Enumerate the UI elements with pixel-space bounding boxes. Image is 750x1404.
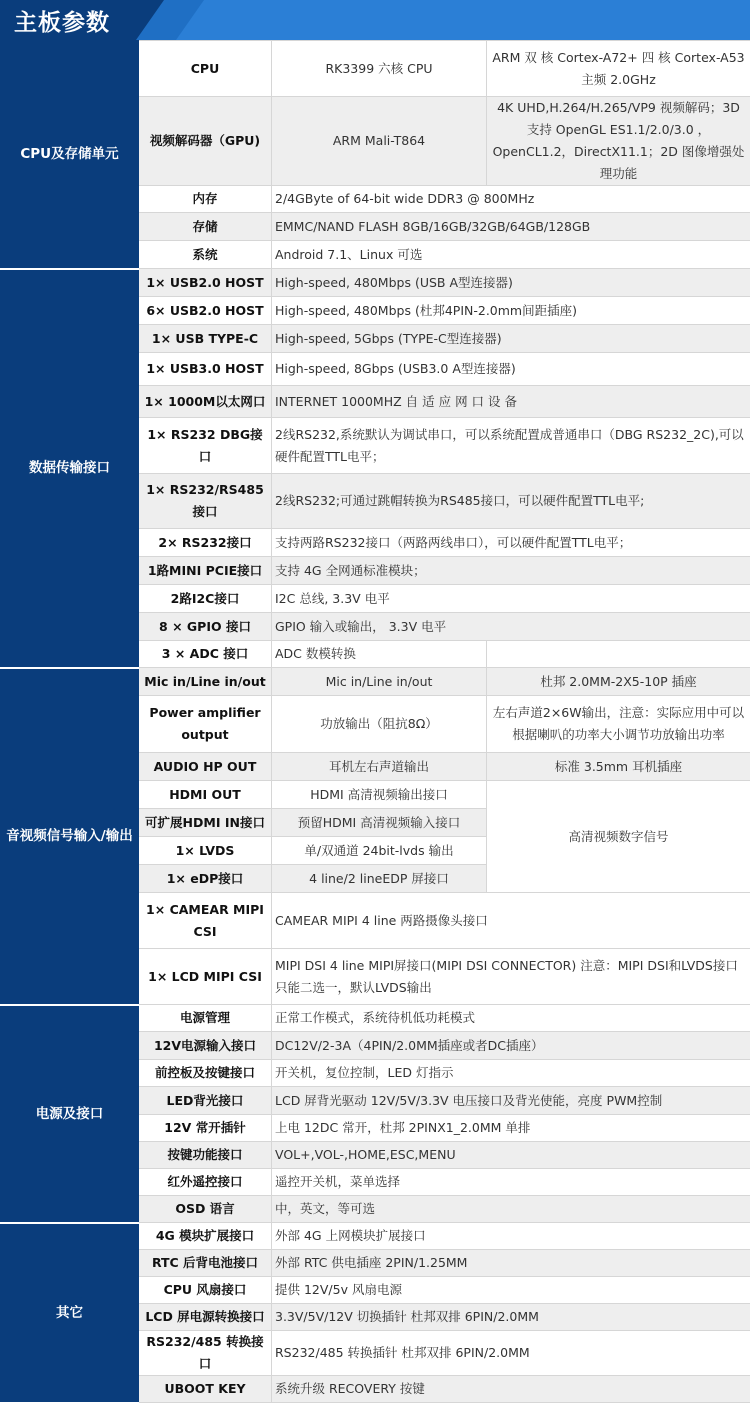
row-value: High-speed, 480Mbps (USB A型连接器) bbox=[272, 269, 750, 297]
row-label: 1× RS232 DBG接口 bbox=[139, 418, 272, 474]
row-value: RS232/485 转换插针 杜邦双排 6PIN/2.0MM bbox=[272, 1331, 750, 1376]
section-data: 数据传输接口 bbox=[1, 269, 139, 668]
empty-cell bbox=[487, 641, 750, 668]
row-label: 2× RS232接口 bbox=[139, 529, 272, 557]
row-label: RTC 后背电池接口 bbox=[139, 1250, 272, 1277]
section-cpu: CPU及存储单元 bbox=[1, 41, 139, 269]
row-value: 杜邦 2.0MM-2X5-10P 插座 bbox=[487, 668, 750, 696]
row-value: 系统升级 RECOVERY 按键 bbox=[272, 1376, 750, 1403]
row-label: 1× CAMEAR MIPI CSI bbox=[139, 893, 272, 949]
section-av: 音视频信号输入/输出 bbox=[1, 668, 139, 1005]
row-value: 标准 3.5mm 耳机插座 bbox=[487, 753, 750, 781]
row-value: 外部 RTC 供电插座 2PIN/1.25MM bbox=[272, 1250, 750, 1277]
row-label: AUDIO HP OUT bbox=[139, 753, 272, 781]
video-note: 高清视频数字信号 bbox=[487, 781, 750, 893]
row-label: 前控板及按键接口 bbox=[139, 1060, 272, 1087]
row-value: EMMC/NAND FLASH 8GB/16GB/32GB/64GB/128GB bbox=[272, 213, 750, 241]
row-label: CPU bbox=[139, 41, 272, 97]
row-label: HDMI OUT bbox=[139, 781, 272, 809]
row-label: OSD 语言 bbox=[139, 1196, 272, 1223]
row-label: 存储 bbox=[139, 213, 272, 241]
row-label: 1× RS232/RS485接口 bbox=[139, 474, 272, 529]
row-value: DC12V/2-3A（4PIN/2.0MM插座或者DC插座） bbox=[272, 1032, 750, 1060]
row-label: 8 × GPIO 接口 bbox=[139, 613, 272, 641]
row-value: CAMEAR MIPI 4 line 两路摄像头接口 bbox=[272, 893, 750, 949]
row-value: 预留HDMI 高清视频输入接口 bbox=[272, 809, 487, 837]
row-label: 12V 常开插针 bbox=[139, 1115, 272, 1142]
row-value: 上电 12DC 常开，杜邦 2PINX1_2.0MM 单排 bbox=[272, 1115, 750, 1142]
row-label: 1× LVDS bbox=[139, 837, 272, 865]
row-value: GPIO 输入或输出， 3.3V 电平 bbox=[272, 613, 750, 641]
row-label: 1路MINI PCIE接口 bbox=[139, 557, 272, 585]
row-value: 功放输出（阻抗8Ω） bbox=[272, 696, 487, 753]
row-value: High-speed, 5Gbps (TYPE-C型连接器) bbox=[272, 325, 750, 353]
row-value: 提供 12V/5v 风扇电源 bbox=[272, 1277, 750, 1304]
row-label: LED背光接口 bbox=[139, 1087, 272, 1115]
row-label: 2路I2C接口 bbox=[139, 585, 272, 613]
row-value: 2线RS232,系统默认为调试串口，可以系统配置成普通串口（DBG RS232_2C),可以硬件配置TTL电平； bbox=[272, 418, 750, 474]
row-value: INTERNET 1000MHZ 自 适 应 网 口 设 备 bbox=[272, 386, 750, 418]
header-banner bbox=[0, 0, 750, 40]
row-label: 1× eDP接口 bbox=[139, 865, 272, 893]
row-value: I2C 总线, 3.3V 电平 bbox=[272, 585, 750, 613]
row-value: ADC 数模转换 bbox=[272, 641, 487, 668]
row-label: RS232/485 转换接口 bbox=[139, 1331, 272, 1376]
row-label: 1× USB2.0 HOST bbox=[139, 269, 272, 297]
row-value: 4K UHD,H.264/H.265/VP9 视频解码；3D 支持 OpenGL ES1.1/2.0/3.0 ，OpenCL1.2，DirectX11.1；2D 图像增强处理功能 bbox=[487, 97, 750, 186]
row-value: 2线RS232;可通过跳帽转换为RS485接口，可以硬件配置TTL电平; bbox=[272, 474, 750, 529]
row-label: 1× USB TYPE-C bbox=[139, 325, 272, 353]
row-label: 1× LCD MIPI CSI bbox=[139, 949, 272, 1005]
row-label: 可扩展HDMI IN接口 bbox=[139, 809, 272, 837]
row-value: 开关机，复位控制，LED 灯指示 bbox=[272, 1060, 750, 1087]
row-value: Android 7.1、Linux 可选 bbox=[272, 241, 750, 269]
row-label: 系统 bbox=[139, 241, 272, 269]
row-label: 电源管理 bbox=[139, 1005, 272, 1032]
row-value: 单/双通道 24bit-lvds 输出 bbox=[272, 837, 487, 865]
row-value: 支持 4G 全网通标准模块； bbox=[272, 557, 750, 585]
row-value: High-speed, 480Mbps (杜邦4PIN-2.0mm间距插座) bbox=[272, 297, 750, 325]
banner-stripe bbox=[176, 0, 750, 40]
section-other: 其它 bbox=[1, 1223, 139, 1403]
row-value: RK3399 六核 CPU bbox=[272, 41, 487, 97]
row-label: CPU 风扇接口 bbox=[139, 1277, 272, 1304]
row-value: 耳机左右声道输出 bbox=[272, 753, 487, 781]
row-value: 中，英文，等可选 bbox=[272, 1196, 750, 1223]
row-label: Power amplifier output bbox=[139, 696, 272, 753]
row-value: ARM Mali-T864 bbox=[272, 97, 487, 186]
row-value: 支持两路RS232接口（两路两线串口），可以硬件配置TTL电平； bbox=[272, 529, 750, 557]
row-value: HDMI 高清视频输出接口 bbox=[272, 781, 487, 809]
row-label: 红外遥控接口 bbox=[139, 1169, 272, 1196]
row-label: 6× USB2.0 HOST bbox=[139, 297, 272, 325]
row-label: 1× 1000M以太网口 bbox=[139, 386, 272, 418]
row-label: 内存 bbox=[139, 186, 272, 213]
row-value: 遥控开关机，菜单选择 bbox=[272, 1169, 750, 1196]
row-label: 1× USB3.0 HOST bbox=[139, 353, 272, 386]
row-value: 正常工作模式，系统待机低功耗模式 bbox=[272, 1005, 750, 1032]
row-label: 4G 模块扩展接口 bbox=[139, 1223, 272, 1250]
row-label: 按键功能接口 bbox=[139, 1142, 272, 1169]
row-value: 3.3V/5V/12V 切换插针 杜邦双排 6PIN/2.0MM bbox=[272, 1304, 750, 1331]
page-title: 主板参数 bbox=[14, 4, 110, 37]
row-value: MIPI DSI 4 line MIPI屏接口(MIPI DSI CONNECTOR) 注意：MIPI DSI和LVDS接口只能二选一，默认LVDS输出 bbox=[272, 949, 750, 1005]
row-value: 4 line/2 lineEDP 屏接口 bbox=[272, 865, 487, 893]
spec-table bbox=[0, 40, 750, 1404]
row-value: LCD 屏背光驱动 12V/5V/3.3V 电压接口及背光使能，亮度 PWM控制 bbox=[272, 1087, 750, 1115]
row-value: ARM 双 核 Cortex-A72+ 四 核 Cortex-A53 主频 2.0GHz bbox=[487, 41, 750, 97]
row-value: High-speed, 8Gbps (USB3.0 A型连接器) bbox=[272, 353, 750, 386]
row-label: 3 × ADC 接口 bbox=[139, 641, 272, 668]
row-value: Mic in/Line in/out bbox=[272, 668, 487, 696]
row-label: 12V电源输入接口 bbox=[139, 1032, 272, 1060]
row-value: 2/4GByte of 64-bit wide DDR3 @ 800MHz bbox=[272, 186, 750, 213]
row-label: UBOOT KEY bbox=[139, 1376, 272, 1403]
row-label: LCD 屏电源转换接口 bbox=[139, 1304, 272, 1331]
row-value: VOL+,VOL-,HOME,ESC,MENU bbox=[272, 1142, 750, 1169]
row-label: Mic in/Line in/out bbox=[139, 668, 272, 696]
row-label: 视频解码器（GPU) bbox=[139, 97, 272, 186]
section-power: 电源及接口 bbox=[1, 1005, 139, 1223]
row-value: 左右声道2×6W输出，注意：实际应用中可以根据喇叭的功率大小调节功放输出功率 bbox=[487, 696, 750, 753]
row-value: 外部 4G 上网模块扩展接口 bbox=[272, 1223, 750, 1250]
